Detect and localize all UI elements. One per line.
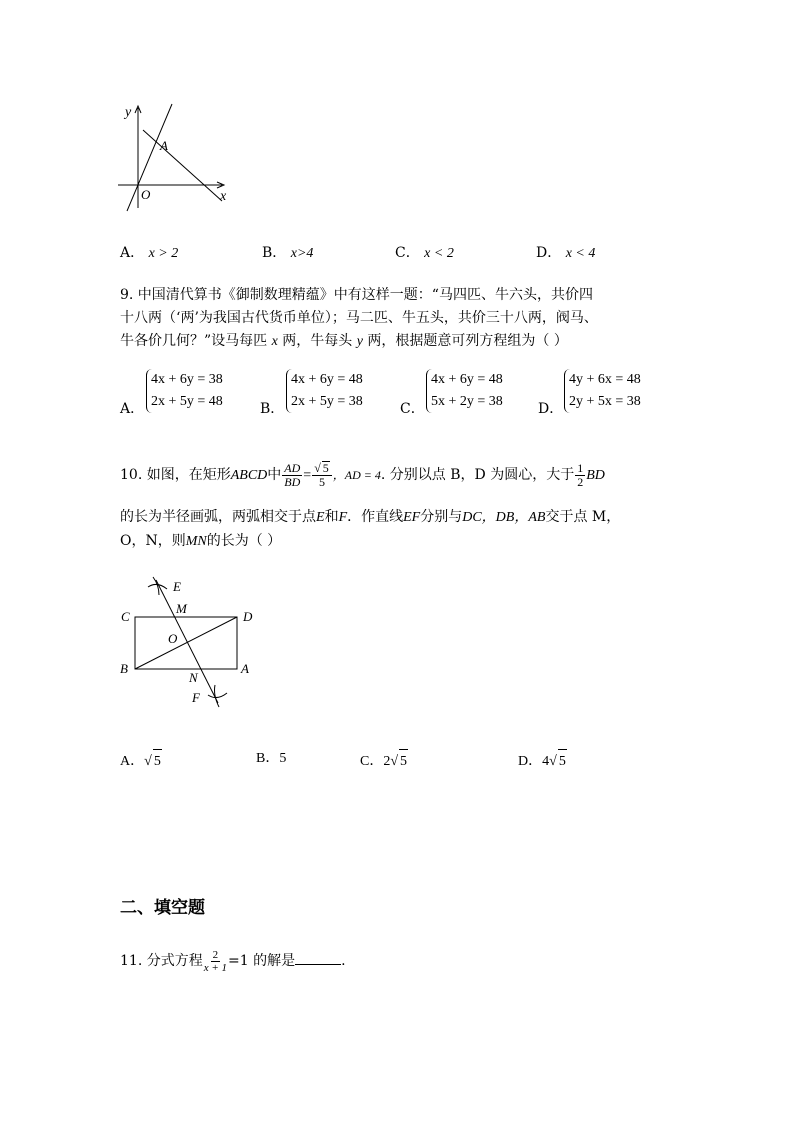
q8-option-c — [395, 241, 454, 266]
line-decreasing — [143, 130, 222, 201]
sqrt5-over-5: $\frac{√ 5}{5}$ — [312, 461, 332, 489]
q8-option-b — [262, 241, 313, 266]
option-letter: A． — [120, 401, 145, 417]
label-x: x — [220, 189, 227, 204]
option-letter: D． — [536, 245, 562, 261]
arc-f-2 — [215, 685, 220, 707]
q10-option-b — [256, 747, 286, 771]
arc-f-1 — [208, 693, 227, 698]
label-b: B — [120, 661, 128, 676]
option-letter: C． — [360, 754, 384, 769]
q10-option-d: D．4√ 5 — [518, 749, 567, 774]
q11-fraction: $\frac{2}{x + 1}$ — [203, 948, 228, 974]
option-text: x < 2 — [424, 246, 454, 261]
label-o: O — [141, 187, 151, 202]
q9-line-1: 9. 中国清代算书《御制数理精蕴》中有这样一题：“马四匹、牛六头，共价四 — [120, 287, 593, 303]
option-letter: A． — [120, 754, 145, 769]
radicand: 5 — [153, 749, 162, 774]
label-o: O — [168, 631, 178, 646]
option-letter: D． — [538, 401, 564, 417]
label-a: A — [241, 661, 249, 676]
line-ef — [156, 580, 218, 703]
option-text: x>4 — [290, 246, 314, 261]
label-m: M — [176, 601, 187, 616]
ratio-fraction: $\frac{AD}{BD}$ — [284, 460, 301, 489]
option-text: x > 2 — [148, 246, 179, 261]
option-letter: B． — [256, 751, 280, 766]
option-letter: C． — [395, 245, 420, 261]
label-a: A — [160, 138, 168, 153]
half-fraction: $\frac{1}{2}$ — [577, 460, 584, 489]
q9-line-2: 十八两（‘两’为我国古代货币单位）；马二匹、牛五头，共价三十八两，阀马、 — [120, 310, 598, 326]
label-n: N — [189, 670, 198, 685]
section-title: 二、填空题 — [120, 898, 205, 918]
option-letter: B． — [260, 401, 285, 417]
q8-option-d — [536, 241, 595, 266]
radicand: 5 — [558, 749, 567, 774]
equation-system: 4x + 6y = 48 5x + 2y = 38 — [426, 369, 503, 413]
q8-graph — [110, 98, 240, 218]
option-letter: B． — [262, 245, 287, 261]
q10-option-a: A．√ 5 — [120, 749, 162, 774]
q10-line-2: 的长为半径画弧，两弧相交于点E和F．作直线EF分别与DC，DB，AB交于点 M， — [120, 509, 621, 525]
q10-option-c: C．2√ 5 — [360, 749, 408, 774]
label-y: y — [125, 105, 132, 120]
equation-system: 4x + 6y = 48 2x + 5y = 38 — [286, 369, 363, 413]
diagonal-bd — [135, 617, 237, 669]
answer-blank[interactable] — [295, 950, 341, 965]
equation-system: 4x + 6y = 38 2x + 5y = 48 — [146, 369, 223, 413]
label-e: E — [173, 579, 181, 594]
option-letter: C． — [400, 401, 425, 417]
q9-line-3: 牛各价几何？”设马每匹 x 两，牛每头 y 两，根据题意可列方程组为（ ） — [120, 333, 568, 349]
q10-line-1: 10. 如图，在矩形ABCD中 $\frac{AD}{BD}$ = $\frac{√ 5}{5}$ ，AD = 4. 分别以点 B，D 为圆心，大于 $\frac{1}{2}$ BD — [120, 460, 605, 489]
option-text: 5 — [279, 751, 287, 766]
label-c: C — [121, 609, 130, 624]
label-d: D — [243, 609, 253, 624]
q8-option-a — [120, 241, 178, 266]
q11-line: 11. 分式方程 $\frac{2}{x + 1}$ =1 的解是 . — [120, 948, 346, 974]
option-letter: A． — [120, 245, 145, 261]
q10-figure — [115, 575, 265, 710]
radicand: 5 — [399, 749, 408, 774]
option-text: x < 4 — [565, 246, 596, 261]
label-f: F — [192, 690, 200, 705]
arc-e-2 — [153, 577, 159, 595]
option-letter: D． — [518, 754, 543, 769]
q10-line-3: O，N，则MN的长为（ ） — [120, 533, 282, 549]
equation-system: 4y + 6x = 48 2y + 5x = 38 — [564, 369, 641, 413]
